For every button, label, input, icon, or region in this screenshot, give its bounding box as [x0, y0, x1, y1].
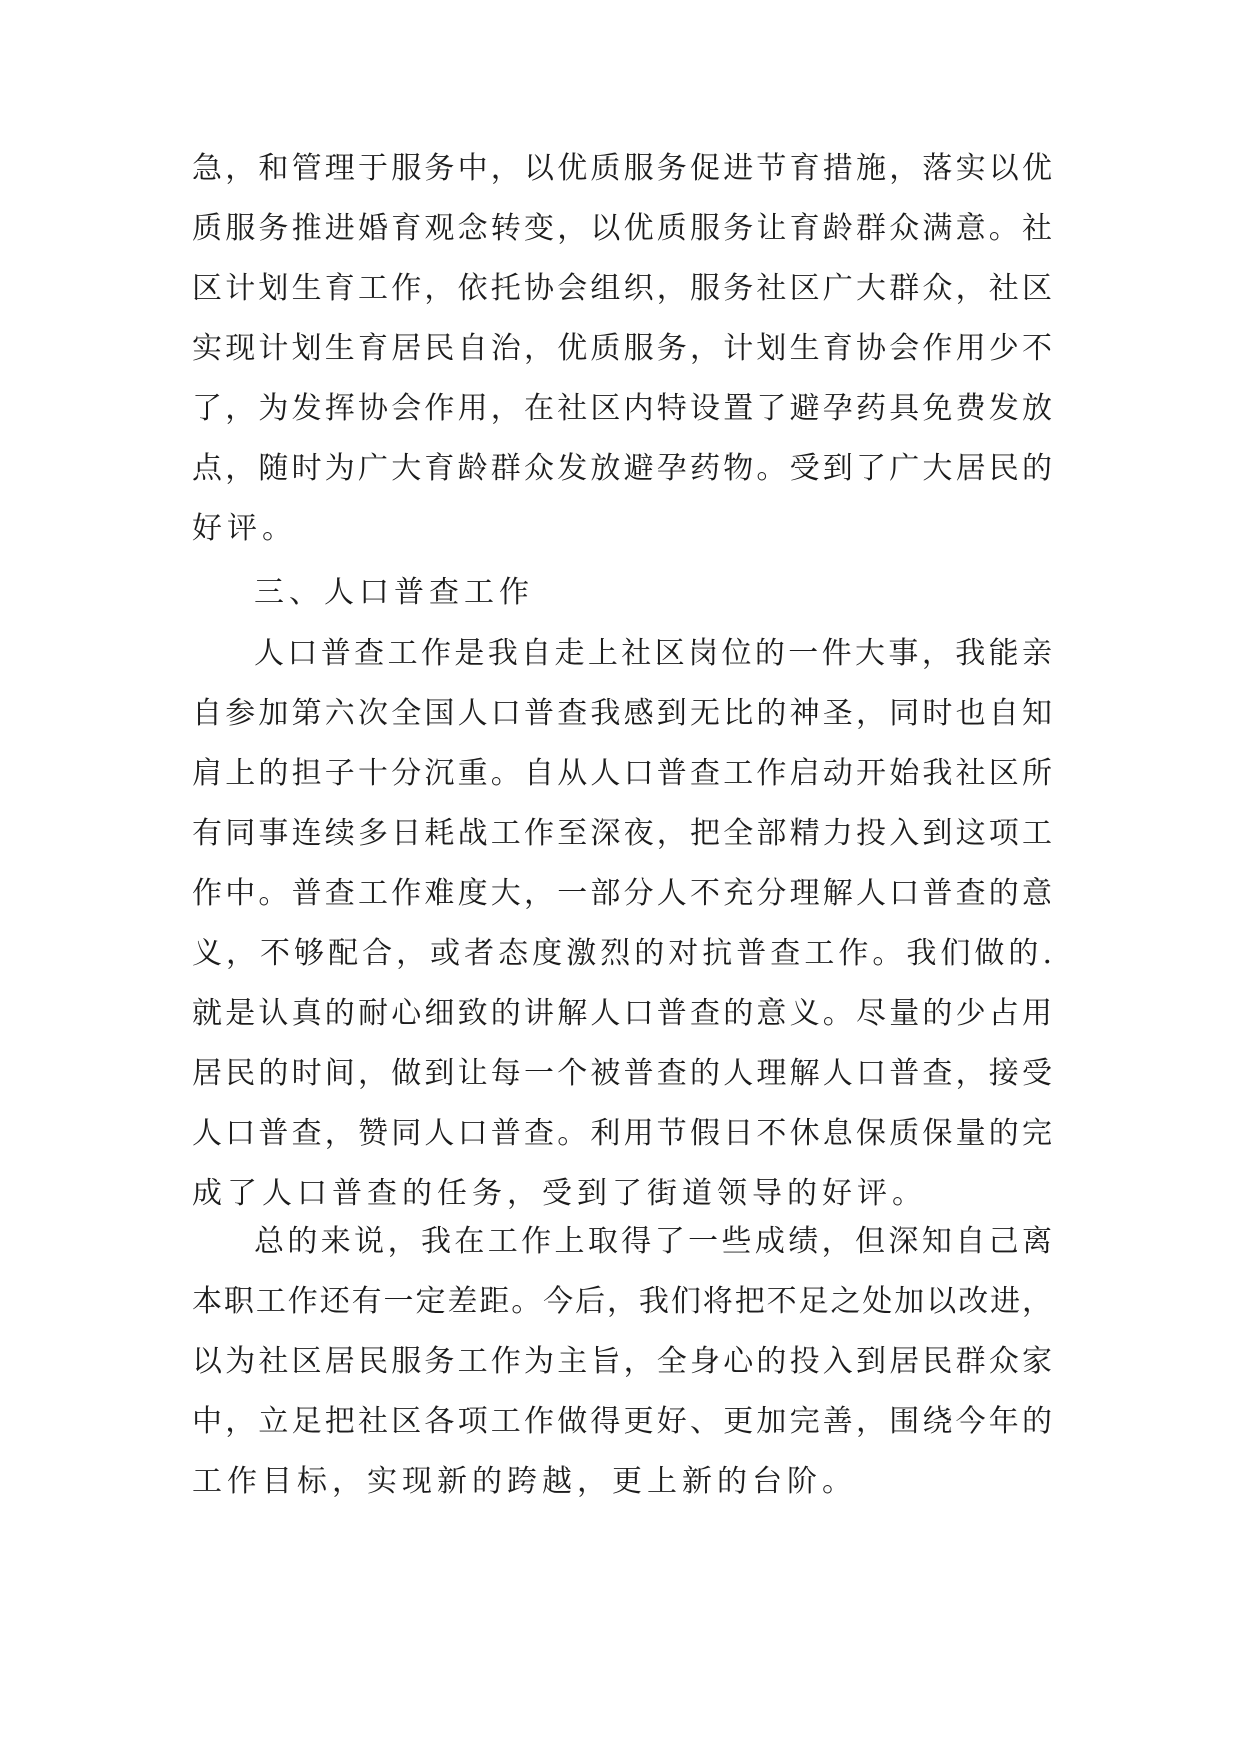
paragraph-line: 好评。 — [192, 511, 297, 546]
section-heading: 三、人口普查工作 — [254, 575, 534, 610]
paragraph-line: 以为社区居民服务工作为主旨，全身心的投入到居民群众家 — [192, 1344, 1052, 1379]
paragraph-line: 实现计划生育居民自治，优质服务，计划生育协会作用少不 — [192, 331, 1052, 366]
paragraph-line: 点，随时为广大育龄群众发放避孕药物。受到了广大居民的 — [192, 451, 1052, 486]
paragraph-line: 区计划生育工作，依托协会组织，服务社区广大群众，社区 — [192, 271, 1052, 306]
section-heading-block — [192, 563, 1052, 623]
paragraph-line: 自参加第六次全国人口普查我感到无比的神圣，同时也自知 — [192, 696, 1052, 731]
paragraph-line: 质服务推进婚育观念转变，以优质服务让育龄群众满意。社 — [192, 211, 1052, 246]
paragraph-line: 义，不够配合，或者态度激烈的对抗普查工作。我们做的. — [192, 936, 1052, 971]
paragraph-line: 就是认真的耐心细致的讲解人口普查的意义。尽量的少占用 — [192, 996, 1052, 1031]
paragraph-line: 工作目标，实现新的跨越，更上新的台阶。 — [192, 1464, 857, 1499]
paragraph-line: 人口普查工作是我自走上社区岗位的一件大事，我能亲 — [254, 636, 1052, 671]
paragraph-line: 肩上的担子十分沉重。自从人口普查工作启动开始我社区所 — [192, 756, 1052, 791]
paragraph-continued — [192, 139, 1052, 559]
paragraph-line: 居民的时间，做到让每一个被普查的人理解人口普查，接受 — [192, 1056, 1052, 1091]
paragraph-line: 人口普查，赞同人口普查。利用节假日不休息保质保量的完 — [192, 1116, 1052, 1151]
paragraph-line: 总的来说，我在工作上取得了一些成绩，但深知自己离 — [254, 1224, 1052, 1259]
paragraph-line: 作中。普查工作难度大，一部分人不充分理解人口普查的意 — [192, 876, 1052, 911]
paragraph-line: 了，为发挥协会作用，在社区内特设置了避孕药具免费发放 — [192, 391, 1052, 426]
paragraph-line: 本职工作还有一定差距。今后，我们将把不足之处加以改进， — [192, 1284, 1052, 1319]
paragraph-summary — [192, 1212, 1052, 1512]
paragraph-line: 中，立足把社区各项工作做得更好、更加完善，围绕今年的 — [192, 1404, 1052, 1439]
paragraph-line: 有同事连续多日耗战工作至深夜，把全部精力投入到这项工 — [192, 816, 1052, 851]
paragraph-line: 成了人口普查的任务，受到了街道领导的好评。 — [192, 1176, 927, 1211]
paragraph-line: 急，和管理于服务中，以优质服务促进节育措施，落实以优 — [192, 151, 1052, 186]
paragraph-census — [192, 624, 1052, 1224]
